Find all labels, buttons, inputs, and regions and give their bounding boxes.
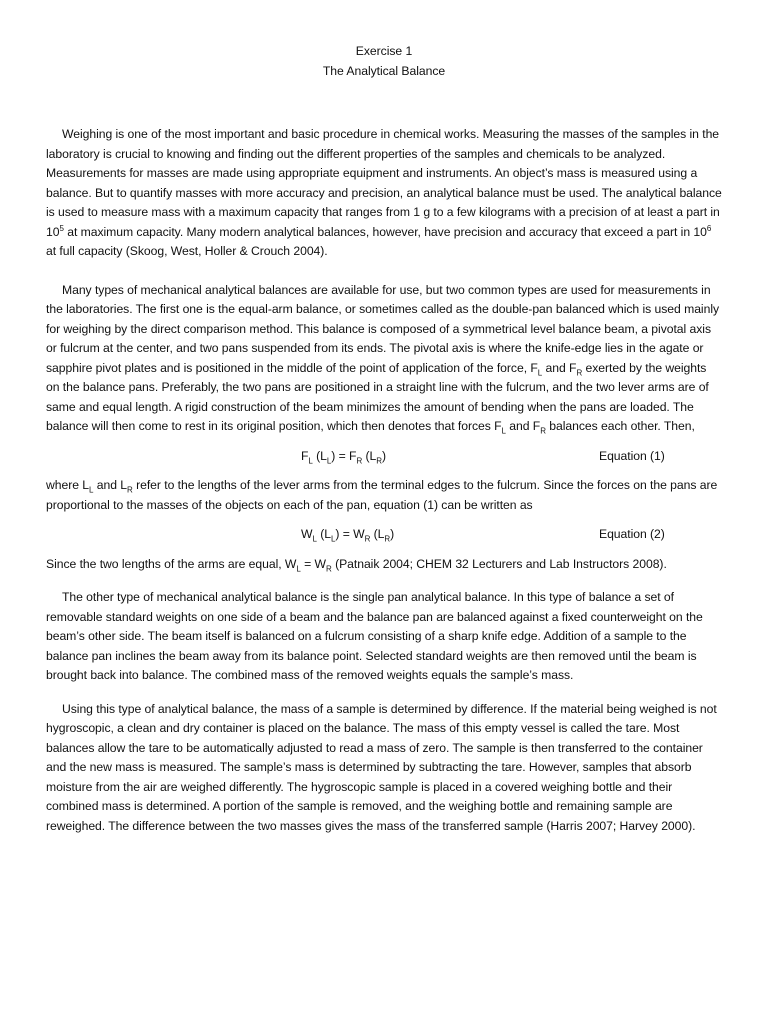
paragraph-weighing-by-difference: Using this type of analytical balance, the mass of a sample is determined by difference. If the material being weighed is not hygroscopic, a clean and dry container is placed on the balance. The mass of this empty vessel is called the tare. Most balances allow the tare to be automatically adjusted to read a mass of zero. The sample is then transferred to the container and the new mass is measured. The sample’s mass is determined by subtracting the tare. However, samples that absorb moisture from the air are weighed differently. The hygroscopic sample is placed in a covered weighing bottle and their combined mass is determined. A portion of the sample is removed, and the weighing bottle and remaining sample are reweighed. The difference between the two masses gives the mass of the transferred sample (Harris 2007; Harvey 2000). xyxy=(46,701,717,833)
paragraph-lever-arms: where $L_L$ and $L_R$ refer to the lengths of the lever arms from the terminal edges to the fulcrum. Since the forces on the pans are proportional to the masses of the objects on each of the pan, equation (1) can be written as xyxy=(46,478,718,512)
equation-2-label: Equation (2) xyxy=(599,527,665,541)
paragraph-equal-arm-balance: Many types of mechanical analytical balances are available for use, but two common types are used for measurements in the laboratories. The first one is the equal-arm balance, or sometimes called as the double-pan balanced which is used mainly for weighing by the direct comparison method. This balance is composed of a symmetrical level balance beam, a pivotal axis or fulcrum at the center, and two pans suspended from its ends. The pivotal axis is where the knife-edge lies in the agate or sapphire pivot plates and is positioned in the middle of the point of application of the force, $F_L$ and $F_R$ exerted by the weights on the balance pans. Preferably, the two pans are positioned in a straight line with the fulcrum, and the two lever arms are of same and equal length. A rigid construction of the beam minimizes the amount of bending when the pans are loaded. The balance will then come to rest in its original position, which then denotes that forces $F_L$ and $F_R$ balances each other. Then, xyxy=(46,282,720,436)
document-title: The Analytical Balance xyxy=(322,63,446,78)
paragraph-single-pan-balance: The other type of mechanical analytical balance is the single pan analytical balance. In this type of balance a set of removable standard weights on one side of a beam and the balance pan are balanced against a fixed counterweight on the beam’s other side. The beam itself is balanced on a fulcrum consisting of a sharp knife edge. Addition of a sample to the balance pan inclines the beam away from its balance point. Selected standard weights are then removed until the beam is brought back into balance. The combined mass of the removed weights equals the sample’s mass. xyxy=(46,590,703,682)
title-block xyxy=(46,0,722,81)
equation-2-expression: $W_L$ $(L_L) = W_R$ $(L_R)$ xyxy=(301,527,395,544)
exercise-number: Exercise 1 xyxy=(355,44,413,58)
equation-1-expression: $F_L$ $(L_L) = F_R$ $(L_R)$ xyxy=(301,448,387,465)
equation-2 xyxy=(46,525,722,545)
equation-1-label: Equation (1) xyxy=(599,448,665,463)
paragraph-intro: Weighing is one of the most important and basic procedure in chemical works. Measuring the masses of the samples in the laboratory is crucial to knowing and finding out the different properties of the samples and chemicals to be analyzed. Measurements for masses are made using appropriate equipment and instruments. An object’s mass is measured using a balance. But to quantify masses with more accuracy and precision, an analytical balance must be used. The analytical balance is used to measure mass with a maximum capacity that ranges from 1 g to a few kilograms with a precision of at least a part in $10^5$ at maximum capacity. Many modern analytical balances, however, have precision and accuracy that exceed a part in $10^6$ at full capacity (Skoog, West, Holler & Crouch 2004). xyxy=(46,127,722,258)
paragraph-equal-lengths: Since the two lengths of the arms are equal, $W_L = W_R$ (Patnaik 2004; CHEM 32 Lecturers and Lab Instructors 2008). xyxy=(46,556,667,573)
equation-1 xyxy=(46,447,722,467)
